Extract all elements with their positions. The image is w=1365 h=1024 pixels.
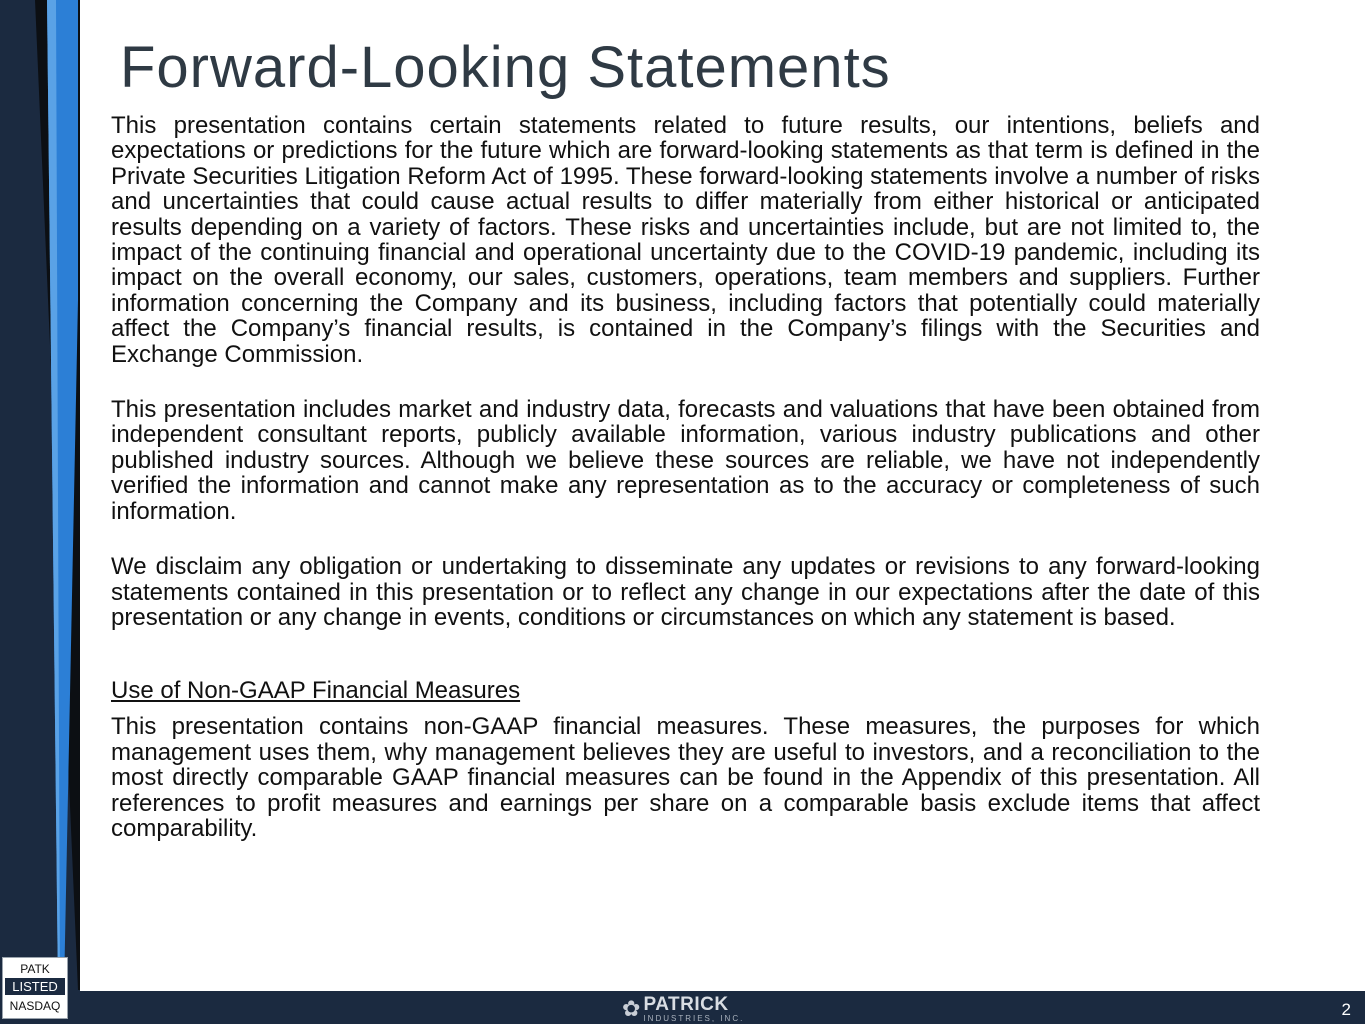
page-title: Forward-Looking Statements bbox=[120, 35, 891, 100]
badge-listed: LISTED bbox=[5, 978, 65, 995]
logo-name: PATRICK bbox=[643, 994, 729, 1015]
slide-body bbox=[111, 113, 1260, 841]
side-decoration bbox=[0, 0, 80, 1024]
forward-looking-paragraph: This presentation contains certain statements related to future results, our intentions, beliefs and expectations or predictions for the future which are forward-looking statements as that term is defined in the Private Securities Litigation Reform Act of 1995. These forward-looking statements involve a number of risks and uncertainties that could cause actual results to differ materially from either historical or anticipated results depending on a variety of factors. These risks and uncertainties include, but are not limited to, the impact of the continuing financial and operational uncertainty due to the COVID-19 pandemic, including its impact on the overall economy, our sales, customers, operations, team members and suppliers. Further information concerning the Company and its business, including factors that potentially could materially affect the Company’s financial results, is contained in the Company’s filings with the Securities and Exchange Commission. bbox=[111, 112, 1260, 368]
badge-exchange: NASDAQ bbox=[9, 999, 61, 1013]
non-gaap-paragraph: This presentation contains non-GAAP financial measures. These measures, the purposes for which management uses them, why management believes they are useful to investors, and a reconciliation to the most directly comparable GAAP financial measures can be found in the Appendix of this presentation. All references to profit measures and earnings per share on a comparable basis exclude items that affect comparability. bbox=[111, 713, 1260, 842]
market-data-paragraph: This presentation includes market and industry data, forecasts and valuations that have been obtained from independent consultant reports, publicly available information, various industry publications and other published industry sources. Although we believe these sources are reliable, we have not independently verified the information and cannot make any representation as to the accuracy or completeness of such information. bbox=[111, 396, 1260, 525]
logo-subtitle: INDUSTRIES, INC. bbox=[643, 1014, 745, 1023]
nasdaq-listed-badge bbox=[2, 957, 68, 1019]
badge-ticker: PATK bbox=[20, 962, 50, 976]
disclaimer-paragraph: We disclaim any obligation or undertaking to disseminate any updates or revisions to any forward-looking statements contained in this presentation or to reflect any change in our expectations after the date of this presentation or any change in events, conditions or circumstances on which any statement is based. bbox=[111, 553, 1260, 631]
flower-icon: ✿ bbox=[622, 996, 641, 1021]
company-logo bbox=[622, 996, 744, 1022]
non-gaap-heading: Use of Non-GAAP Financial Measures bbox=[111, 677, 521, 705]
page-number: 2 bbox=[1341, 1000, 1351, 1019]
